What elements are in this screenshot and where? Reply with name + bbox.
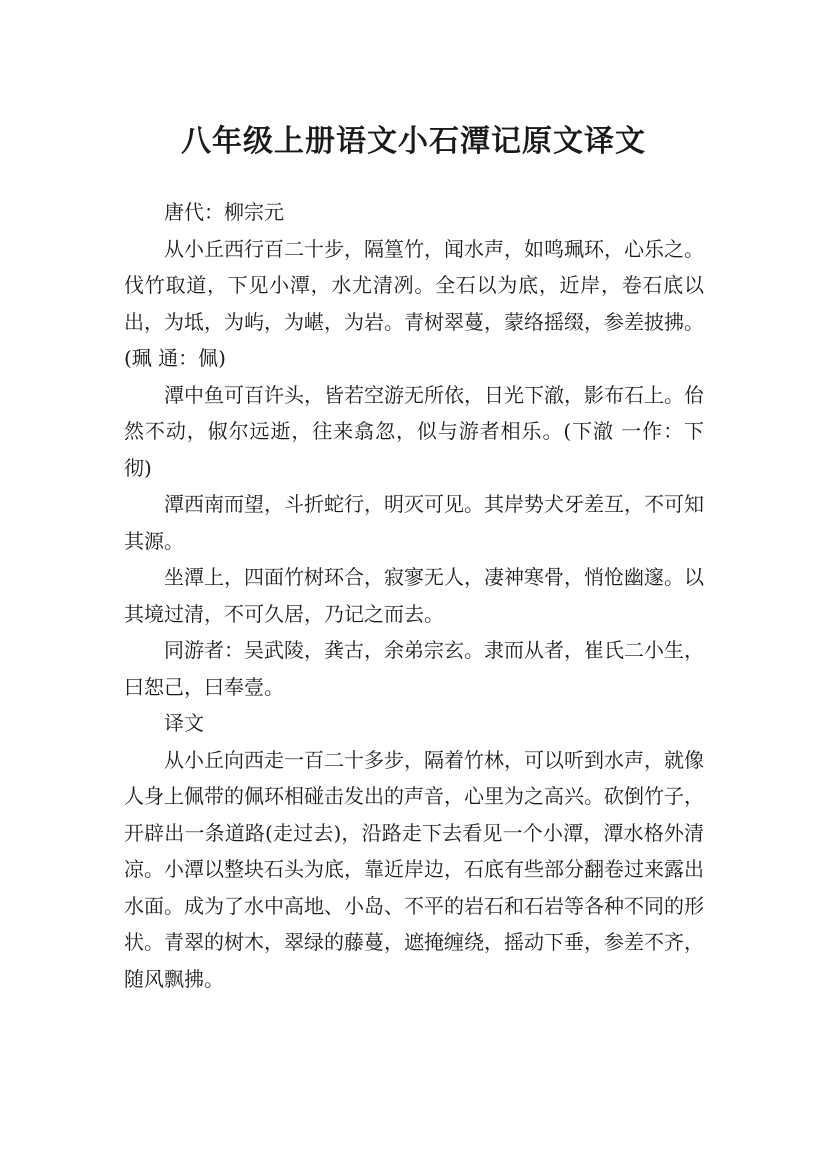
page-title: 八年级上册语文小石潭记原文译文 — [181, 124, 646, 160]
paragraph-4: 坐潭上，四面竹树环合，寂寥无人，凄神寒骨，悄怆幽邃。以其境过清，不可久居，乃记之而去。 — [124, 565, 704, 626]
document-body — [124, 194, 704, 997]
paragraph-3: 潭西南而望，斗折蛇行，明灭可见。其岸势犬牙差互，不可知其源。 — [124, 492, 704, 553]
paragraph-2: 潭中鱼可百许头，皆若空游无所依，日光下澈，影布石上。佁然不动，俶尔远逝，往来翕忽，似与游者相乐。(下澈 一作：下彻) — [124, 382, 704, 480]
paragraph-1: 从小丘西行百二十步，隔篁竹，闻水声，如鸣珮环，心乐之。伐竹取道，下见小潭，水尤清冽。全石以为底，近岸，卷石底以出，为坻，为屿，为嵁，为岩。青树翠蔓，蒙络摇缀，参差披拂。(珮 通：佩) — [124, 236, 704, 370]
author-line: 唐代：柳宗元 — [164, 200, 284, 224]
translation-paragraph-1: 从小丘向西走一百二十多步，隔着竹林，可以听到水声，就像人身上佩带的佩环相碰击发出的声音，心里为之高兴。砍倒竹子，开辟出一条道路(走过去)，沿路走下去看见一个小潭，潭水格外清凉。小潭以整块石头为底，靠近岸边，石底有些部分翻卷过来露出水面。成为了水中高地、小岛、不平的岩石和石岩等各种不同的形状。青翠的树木，翠绿的藤蔓，遮掩缠绕，摇动下垂，参差不齐，随风飘拂。 — [124, 747, 704, 991]
paragraph-5: 同游者：吴武陵，龚古，余弟宗玄。隶而从者，崔氏二小生，曰恕己，曰奉壹。 — [124, 638, 704, 699]
translation-heading: 译文 — [164, 711, 204, 735]
